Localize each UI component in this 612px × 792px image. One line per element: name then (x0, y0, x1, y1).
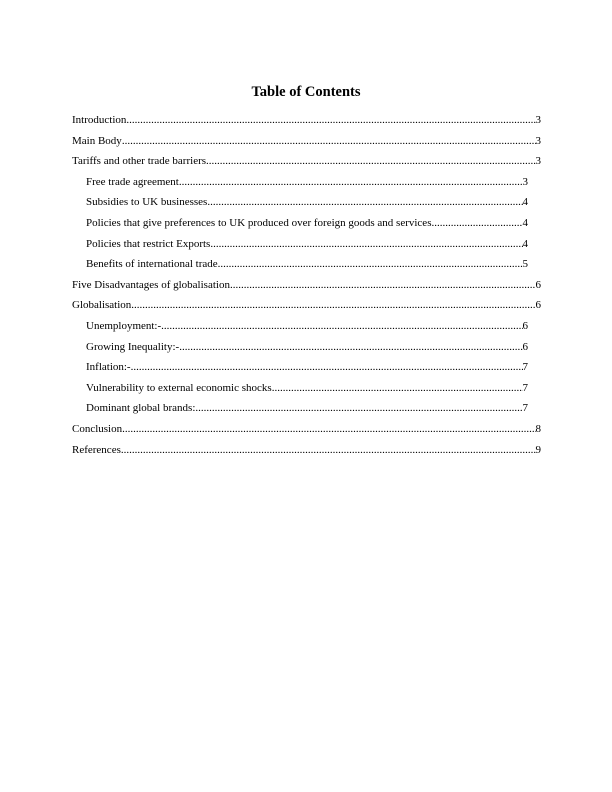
toc-entry-text: Globalisation (72, 299, 132, 312)
toc-dot-leader (122, 422, 535, 436)
toc-entry[interactable] (86, 401, 528, 422)
toc-entry-text: Policies that restrict Exports (86, 237, 211, 250)
toc-entry-text: Vulnerability to external economic shocks (86, 381, 272, 394)
toc-entry-text: Policies that give preferences to UK produced over foreign goods and services (86, 216, 432, 229)
toc-page-number: 4 (522, 196, 528, 209)
toc-title: Table of Contents (251, 84, 361, 100)
toc-entry-text: Unemployment:- (86, 319, 162, 332)
toc-entry-text: Tariffs and other trade barriers (72, 155, 207, 168)
toc-dot-leader (131, 298, 535, 312)
toc-entry[interactable] (86, 381, 528, 402)
toc-dot-leader (179, 340, 522, 354)
toc-page-number: 5 (522, 258, 528, 271)
toc-entry-text: Conclusion (72, 422, 123, 435)
toc-entry-text: Introduction (72, 114, 127, 126)
toc-entry[interactable] (72, 134, 541, 155)
toc-dot-leader (272, 381, 523, 395)
toc-entry-text: Five Disadvantages of globalisation (72, 278, 230, 291)
toc-entry[interactable] (86, 195, 528, 216)
toc-entry[interactable] (72, 278, 541, 299)
toc-dot-leader (121, 443, 536, 457)
toc-dot-leader (431, 216, 522, 230)
toc-page-number: 7 (522, 361, 528, 374)
toc-entry-text: Subsidies to UK businesses (86, 196, 208, 209)
toc-page-number: 4 (522, 216, 528, 229)
toc-page-number: 3 (535, 155, 541, 168)
toc-page-number: 3 (535, 134, 541, 147)
toc-page-number: 6 (522, 340, 528, 353)
toc-entry-text: References (72, 443, 121, 456)
toc-dot-leader (122, 134, 536, 148)
toc-entry[interactable] (86, 237, 528, 258)
toc-entry[interactable] (72, 154, 541, 175)
toc-dot-leader (218, 257, 523, 271)
toc-entry-text: Growing Inequality:- (86, 340, 180, 353)
toc-entry[interactable] (86, 319, 528, 340)
toc-entry[interactable] (86, 175, 528, 196)
toc-entry[interactable] (72, 113, 541, 134)
toc-page-number: 6 (535, 299, 541, 312)
toc-dot-leader (195, 401, 522, 415)
toc-page-number: 7 (522, 402, 528, 415)
toc-entry[interactable] (86, 257, 528, 278)
toc-entry-text: Inflation:- (86, 361, 131, 374)
toc-page-number: 3 (535, 114, 541, 126)
toc-dot-leader (126, 113, 535, 127)
toc-dot-leader (161, 319, 522, 333)
toc-page-number: 4 (522, 237, 528, 250)
toc-entry[interactable] (72, 443, 541, 464)
toc-entry-text: Benefits of international trade (86, 258, 218, 271)
toc-entry[interactable] (72, 298, 541, 319)
toc-dot-leader (207, 195, 522, 209)
toc-dot-leader (230, 278, 536, 292)
toc-dot-leader (210, 237, 522, 251)
toc-page-number: 6 (535, 278, 541, 291)
toc-dot-leader (131, 360, 523, 374)
toc-entry[interactable] (86, 216, 528, 237)
toc-page-number: 3 (522, 175, 528, 188)
toc-entry-text: Free trade agreement (86, 175, 179, 188)
toc-page-number: 6 (522, 319, 528, 332)
toc-dot-leader (179, 175, 523, 189)
toc-entry[interactable] (86, 340, 528, 361)
toc-page-number: 7 (522, 381, 528, 394)
toc-list (72, 113, 542, 463)
toc-entry[interactable] (72, 422, 541, 443)
toc-page-number: 8 (535, 422, 541, 435)
toc-entry-text: Dominant global brands: (86, 402, 196, 415)
toc-dot-leader (206, 154, 535, 168)
toc-entry[interactable] (86, 360, 528, 381)
toc-page-number: 9 (535, 443, 541, 456)
toc-entry-text: Main Body (72, 134, 122, 147)
